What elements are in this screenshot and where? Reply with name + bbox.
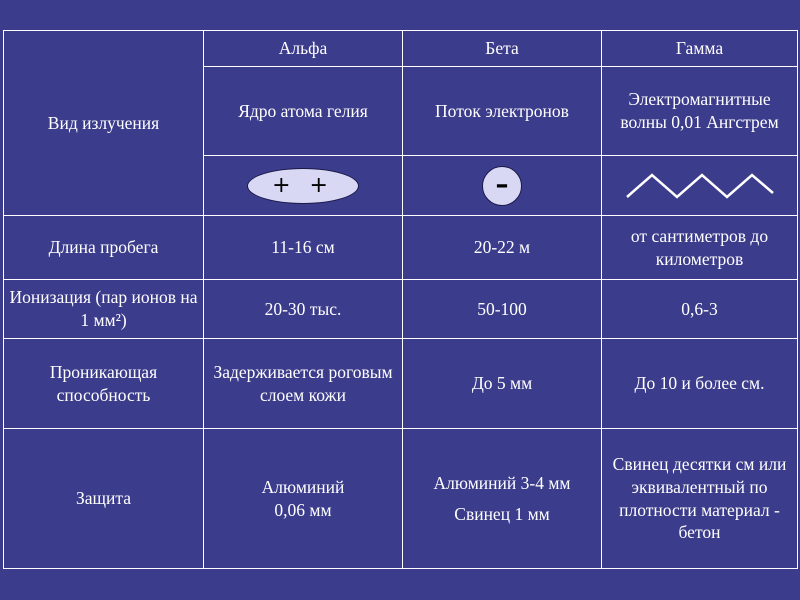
cell-alpha-nature: Ядро атома гелия xyxy=(204,67,403,156)
table-row-penetration xyxy=(4,339,798,429)
cell-gamma-penetration: До 10 и более см. xyxy=(602,339,798,429)
row-label-penetration: Проникающая способность xyxy=(4,339,204,429)
cell-gamma-protection: Свинец десятки см или эквивалентный по плотности материал - бетон xyxy=(602,429,798,569)
radiation-comparison-table xyxy=(3,30,798,569)
cell-gamma-range: от сантиметров до километров xyxy=(602,216,798,280)
wave-icon xyxy=(625,171,775,201)
beta-particle-circle: – xyxy=(482,166,522,206)
table-row-header xyxy=(4,31,798,67)
cell-alpha-symbol xyxy=(204,156,403,216)
cell-beta-protection xyxy=(403,429,602,569)
column-header-gamma: Гамма xyxy=(602,31,798,67)
cell-beta-nature: Поток электронов xyxy=(403,67,602,156)
table-row-ionization xyxy=(4,280,798,339)
cell-beta-penetration: До 5 мм xyxy=(403,339,602,429)
row-label-range: Длина пробега xyxy=(4,216,204,280)
cell-alpha-protection xyxy=(204,429,403,569)
cell-gamma-ionization: 0,6-3 xyxy=(602,280,798,339)
cell-gamma-nature: Электромагнитные волны 0,01 Ангстрем xyxy=(602,67,798,156)
table-row-protection xyxy=(4,429,798,569)
alpha-protection-line1: Алюминий xyxy=(261,476,345,497)
row-label-protection: Защита xyxy=(4,429,204,569)
table-row-range xyxy=(4,216,798,280)
cell-beta-symbol xyxy=(403,156,602,216)
column-header-beta: Бета xyxy=(403,31,602,67)
row-label-radiation-kind: Вид излучения xyxy=(4,31,204,216)
cell-gamma-symbol xyxy=(602,156,798,216)
cell-beta-range: 20-22 м xyxy=(403,216,602,280)
beta-protection-line1: Алюминий 3-4 мм xyxy=(433,472,571,493)
alpha-protection-line2: 0,06 мм xyxy=(274,499,332,520)
column-header-alpha: Альфа xyxy=(204,31,403,67)
row-label-ionization: Ионизация (пар ионов на 1 мм²) xyxy=(4,280,204,339)
cell-alpha-range: 11-16 см xyxy=(204,216,403,280)
cell-beta-ionization: 50-100 xyxy=(403,280,602,339)
cell-alpha-ionization: 20-30 тыс. xyxy=(204,280,403,339)
alpha-particle-oval: + + xyxy=(247,168,359,204)
cell-alpha-penetration: Задерживается роговым слоем кожи xyxy=(204,339,403,429)
beta-protection-line2: Свинец 1 мм xyxy=(454,503,550,524)
